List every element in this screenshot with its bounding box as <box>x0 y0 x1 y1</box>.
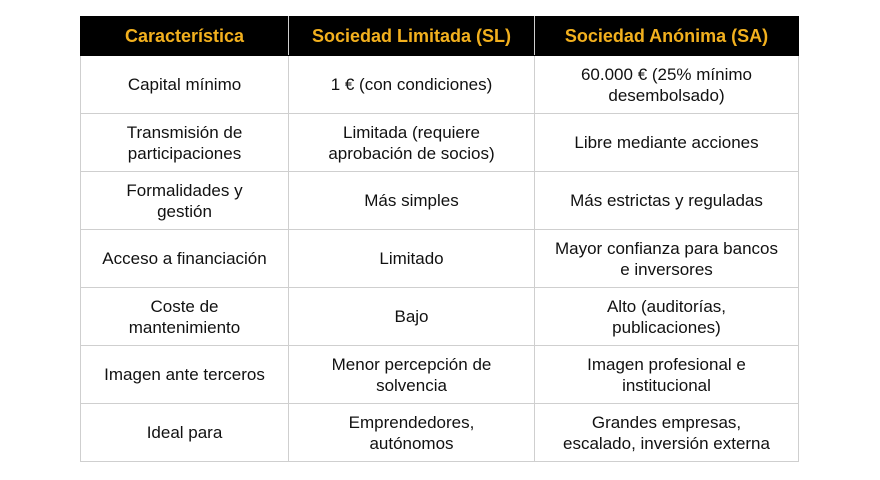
sl-cell: 1 € (con condiciones) <box>289 56 535 114</box>
table-row <box>81 56 799 114</box>
header-sociedad-limitada: Sociedad Limitada (SL) <box>289 17 535 56</box>
row-label: Coste de mantenimiento <box>81 288 289 346</box>
sa-cell: 60.000 € (25% mínimo desembolsado) <box>535 56 799 114</box>
sl-cell: Limitada (requiere aprobación de socios) <box>289 114 535 172</box>
table-row <box>81 404 799 462</box>
sl-cell: Limitado <box>289 230 535 288</box>
header-sociedad-anonima: Sociedad Anónima (SA) <box>535 17 799 56</box>
sa-cell: Mayor confianza para bancos e inversores <box>535 230 799 288</box>
sa-cell: Libre mediante acciones <box>535 114 799 172</box>
sl-cell: Menor percepción de solvencia <box>289 346 535 404</box>
row-label: Capital mínimo <box>81 56 289 114</box>
sa-cell: Más estrictas y reguladas <box>535 172 799 230</box>
comparison-table-container <box>80 16 798 462</box>
row-label: Imagen ante terceros <box>81 346 289 404</box>
table-row <box>81 230 799 288</box>
sl-cell: Bajo <box>289 288 535 346</box>
row-label: Ideal para <box>81 404 289 462</box>
row-label: Acceso a financiación <box>81 230 289 288</box>
table-header <box>81 17 799 56</box>
table-row <box>81 114 799 172</box>
header-row <box>81 17 799 56</box>
sa-cell: Imagen profesional e institucional <box>535 346 799 404</box>
sl-cell: Más simples <box>289 172 535 230</box>
table-row <box>81 288 799 346</box>
comparison-table <box>80 16 799 462</box>
sa-cell: Grandes empresas, escalado, inversión externa <box>535 404 799 462</box>
row-label: Transmisión de participaciones <box>81 114 289 172</box>
sl-cell: Emprendedores, autónomos <box>289 404 535 462</box>
sa-cell: Alto (auditorías, publicaciones) <box>535 288 799 346</box>
row-label: Formalidades y gestión <box>81 172 289 230</box>
table-row <box>81 346 799 404</box>
table-row <box>81 172 799 230</box>
header-caracteristica: Característica <box>81 17 289 56</box>
table-body <box>81 56 799 462</box>
